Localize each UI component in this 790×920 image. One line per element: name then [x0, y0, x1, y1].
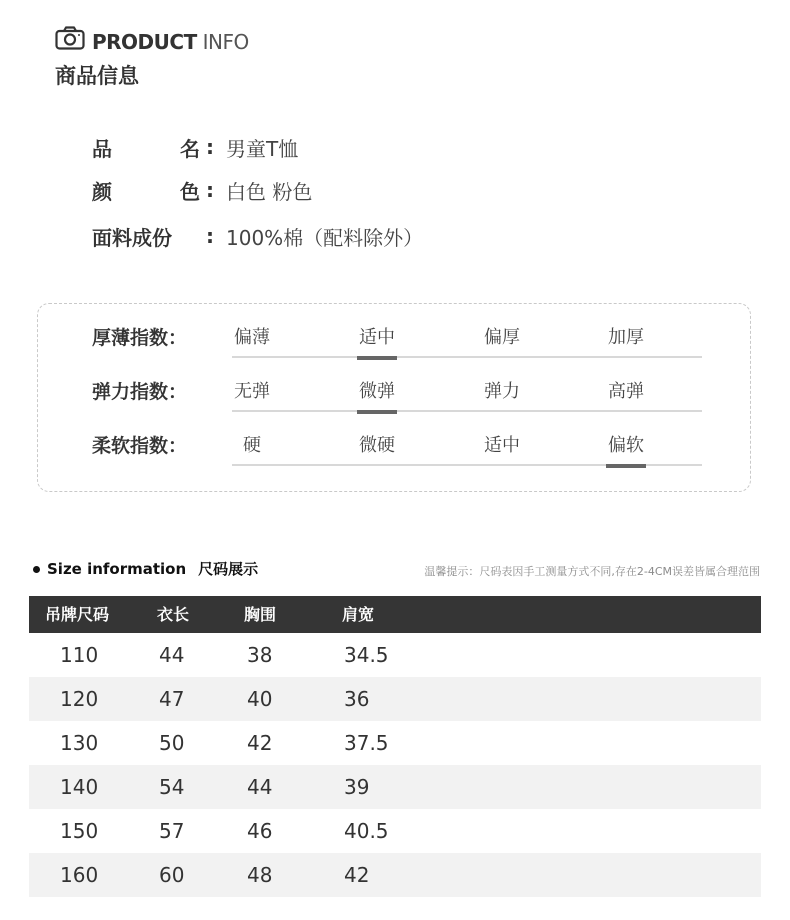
info-label-char: 品	[92, 136, 112, 161]
header-title-en-bold: PRODUCT	[92, 30, 197, 54]
table-cell: 44	[159, 643, 185, 667]
table-cell: 120	[60, 687, 99, 711]
info-value-fabric: 100%棉（配料除外）	[226, 225, 424, 250]
table-cell: 38	[247, 643, 273, 667]
table-cell: 60	[159, 863, 185, 887]
column-header: 肩宽	[342, 605, 375, 624]
index-label: 柔软指数：	[92, 435, 188, 457]
table-cell: 37.5	[344, 731, 389, 755]
table-cell: 150	[60, 819, 99, 843]
table-cell: 160	[60, 863, 99, 887]
index-option: 无弹	[234, 381, 270, 402]
index-option: 加厚	[608, 327, 644, 348]
size-table	[29, 596, 761, 897]
info-row-fabric	[92, 221, 423, 251]
table-cell: 130	[60, 731, 99, 755]
table-cell: 42	[344, 863, 370, 887]
size-table-body	[29, 633, 761, 897]
header-title-en-light: INFO	[202, 30, 249, 54]
table-cell: 44	[247, 775, 273, 799]
bullet-icon	[33, 566, 40, 573]
index-option: 硬	[243, 435, 261, 456]
size-title-cn: 尺码展示	[198, 560, 259, 578]
index-row	[92, 372, 702, 412]
index-row	[92, 426, 702, 466]
info-value-color: 白色 粉色	[226, 179, 313, 204]
index-option-selected: 适中	[337, 318, 417, 358]
table-row	[29, 765, 761, 809]
size-title-en: Size information	[47, 560, 187, 578]
index-option: 适中	[484, 435, 520, 456]
table-cell: 36	[344, 687, 370, 711]
index-option: 偏厚	[484, 327, 520, 348]
table-cell: 40	[247, 687, 273, 711]
table-cell: 47	[159, 687, 185, 711]
index-option: 高弹	[608, 381, 644, 402]
index-option-selected: 微弹	[337, 372, 417, 412]
column-header: 胸围	[244, 605, 277, 624]
column-header: 吊牌尺码	[45, 605, 110, 624]
table-cell: 57	[159, 819, 185, 843]
size-section-title	[47, 558, 258, 580]
table-row	[29, 677, 761, 721]
table-cell: 50	[159, 731, 185, 755]
index-option: 微硬	[359, 435, 395, 456]
table-cell: 40.5	[344, 819, 389, 843]
info-label-char: 色	[180, 179, 200, 204]
index-label: 弹力指数：	[92, 381, 188, 403]
table-cell: 42	[247, 731, 273, 755]
info-label-char: 颜	[92, 179, 112, 204]
info-value-name: 男童T恤	[226, 136, 299, 161]
info-label-text: 面料成份	[92, 225, 172, 250]
info-colon: :	[206, 224, 214, 248]
size-table-header	[29, 596, 761, 633]
size-tip: 温馨提示：尺码表因手工测量方式不同,存在2-4CM误差皆属合理范围	[424, 565, 760, 578]
table-row	[29, 853, 761, 897]
info-row-color	[92, 175, 312, 205]
info-label	[92, 222, 200, 251]
info-colon: :	[206, 178, 214, 202]
index-option: 偏薄	[234, 327, 270, 348]
table-cell: 39	[344, 775, 370, 799]
table-row	[29, 633, 761, 677]
table-cell: 110	[60, 643, 99, 667]
index-row	[92, 318, 702, 358]
index-label: 厚薄指数：	[92, 327, 188, 349]
table-cell: 54	[159, 775, 185, 799]
table-cell: 46	[247, 819, 273, 843]
info-label	[92, 176, 200, 205]
page-title: 商品信息	[55, 64, 139, 88]
table-cell: 48	[247, 863, 273, 887]
info-row-name	[92, 132, 298, 162]
header-title-en	[92, 31, 249, 53]
table-row	[29, 721, 761, 765]
column-header: 衣长	[157, 605, 190, 624]
table-cell: 34.5	[344, 643, 389, 667]
index-option: 弹力	[484, 381, 520, 402]
table-cell: 140	[60, 775, 99, 799]
camera-icon	[55, 26, 85, 50]
info-label-char: 名	[180, 136, 200, 161]
index-option-selected: 偏软	[586, 426, 666, 466]
info-colon: :	[206, 135, 214, 159]
table-row	[29, 809, 761, 853]
info-label	[92, 133, 200, 162]
